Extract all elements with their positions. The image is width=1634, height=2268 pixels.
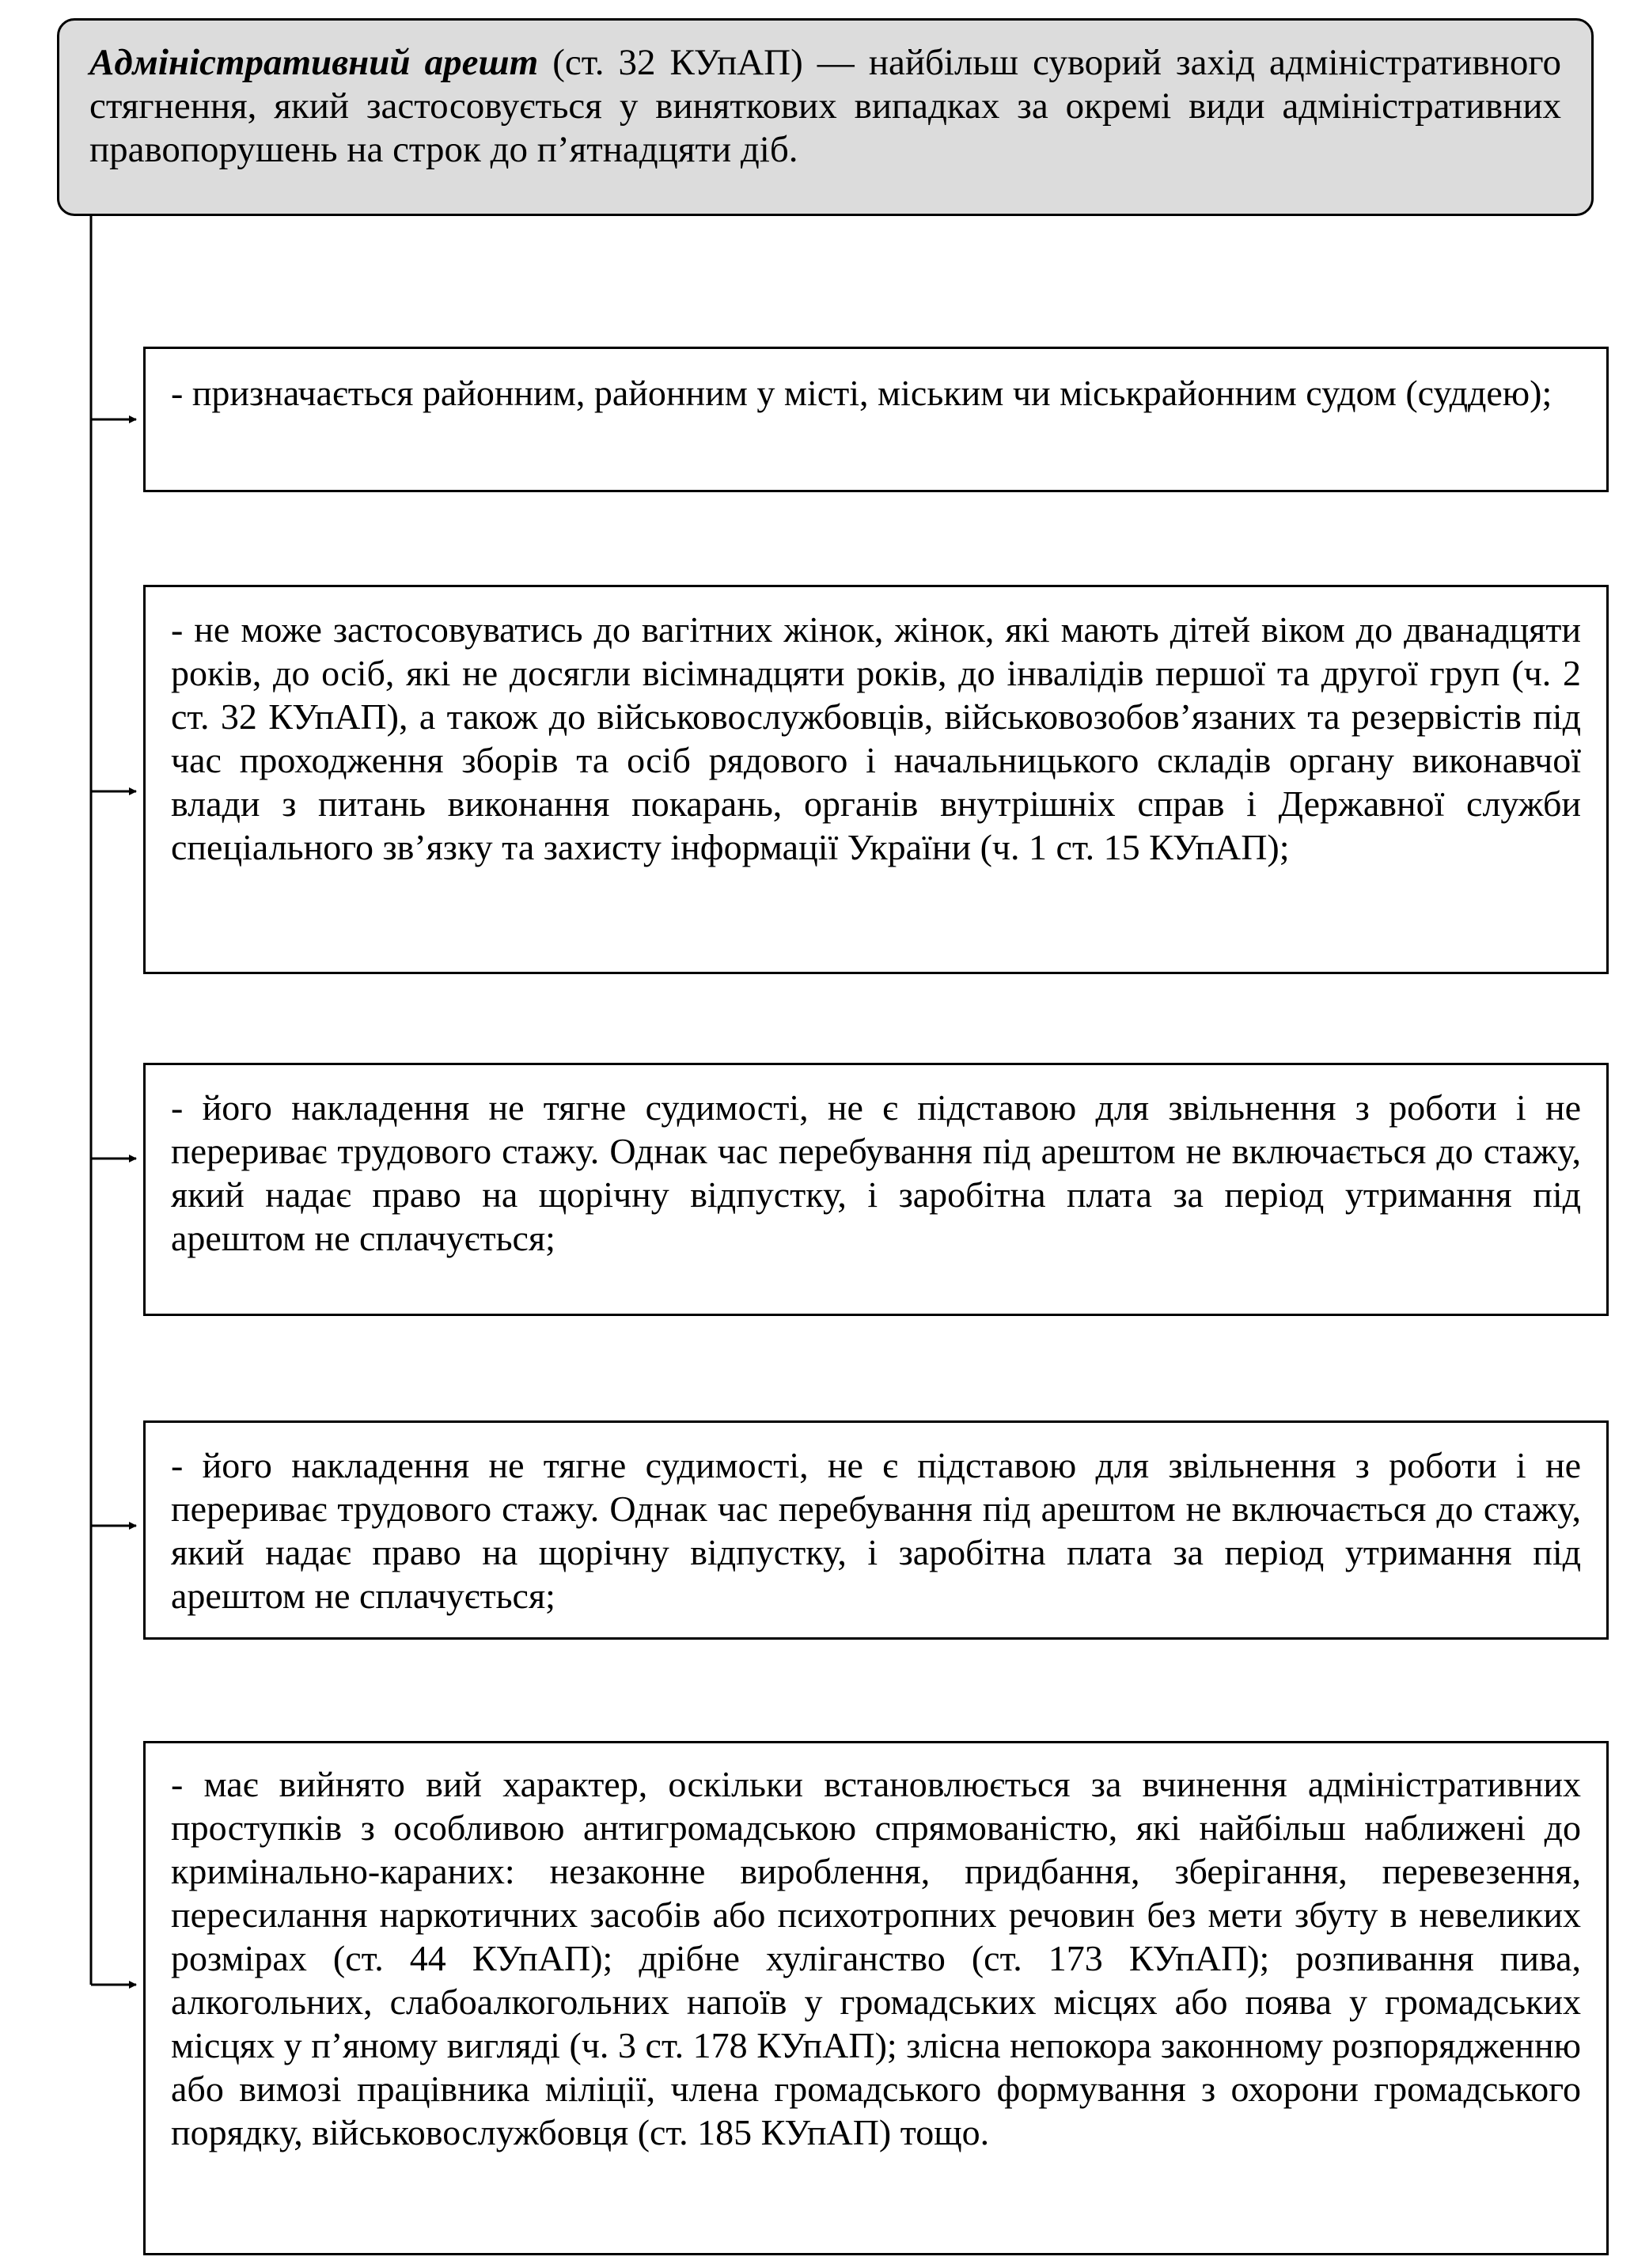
- feature-text: - має вийнято вий характер, оскільки встановлюється за вчинення адміністративних проступків з особливою антигромадською спрямованістю, які найбільш наближені до кримінально-караних: незаконне вироблення, придбання, зберігання, перевезення, пересилання наркотичних засобів або психотропних речовин без мети збуту в невеликих розмірах (ст. 44 КУпАП); дрібне хуліганство (ст. 173 КУпАП); розпивання пива, алкогольних, слабоалкогольних напоїв у громадських місцях або поява у громадських місцях у п’яному вигляді (ч. 3 ст. 178 КУпАП); злісна непокора законному розпорядженню або вимозі працівника міліції, члена громадського формування з охорони громадського порядку, військовослужбовця (ст. 185 КУпАП) тощо.: [171, 1764, 1581, 2152]
- feature-box-no-criminal-record: [143, 1063, 1609, 1316]
- feature-box-court-assignment: [143, 347, 1609, 492]
- definition-box: [57, 18, 1594, 216]
- feature-text: - призначається районним, районним у місті, міським чи міськрайонним судом (суддею);: [171, 373, 1552, 413]
- definition-term: Адміністративний арешт: [89, 42, 539, 83]
- feature-box-no-criminal-record-repeat: [143, 1420, 1609, 1640]
- feature-box-exceptional-nature: [143, 1741, 1609, 2255]
- feature-box-exempt-persons: [143, 585, 1609, 974]
- definition-text: (ст. 32 КУпАП) — найбільш суворий захід адміністративного стягнення, який застосовується у виняткових випадках за окремі види адміністративних правопорушень на строк до п’ятнадцяти діб.: [89, 42, 1561, 170]
- feature-text: - його накладення не тягне судимості, не є підставою для звільнення з роботи і не перериває трудового стажу. Однак час перебування під арештом не включається до стажу, який надає право на щорічну відпустку, і заробітна плата за період утримання під арештом не сплачується;: [171, 1445, 1581, 1616]
- feature-text: - не може застосовуватись до вагітних жінок, жінок, які мають дітей віком до дванадцяти років, до осіб, які не досягли вісімнадцяти років, до інвалідів першої та другої груп (ч. 2 ст. 32 КУпАП), а також до військовослужбовців, військовозобов’язаних та резервістів під час проходження зборів та осіб рядового і начальницького складів органу виконавчої влади з питань виконання покарань, органів внутрішніх справ і Державної служби спеціального зв’язку та захисту інформації України (ч. 1 ст. 15 КУпАП);: [171, 609, 1581, 867]
- feature-text: - його накладення не тягне судимості, не є підставою для звільнення з роботи і не перериває трудового стажу. Однак час перебування під арештом не включається до стажу, який надає право на щорічну відпустку, і заробітна плата за період утримання під арештом не сплачується;: [171, 1087, 1581, 1258]
